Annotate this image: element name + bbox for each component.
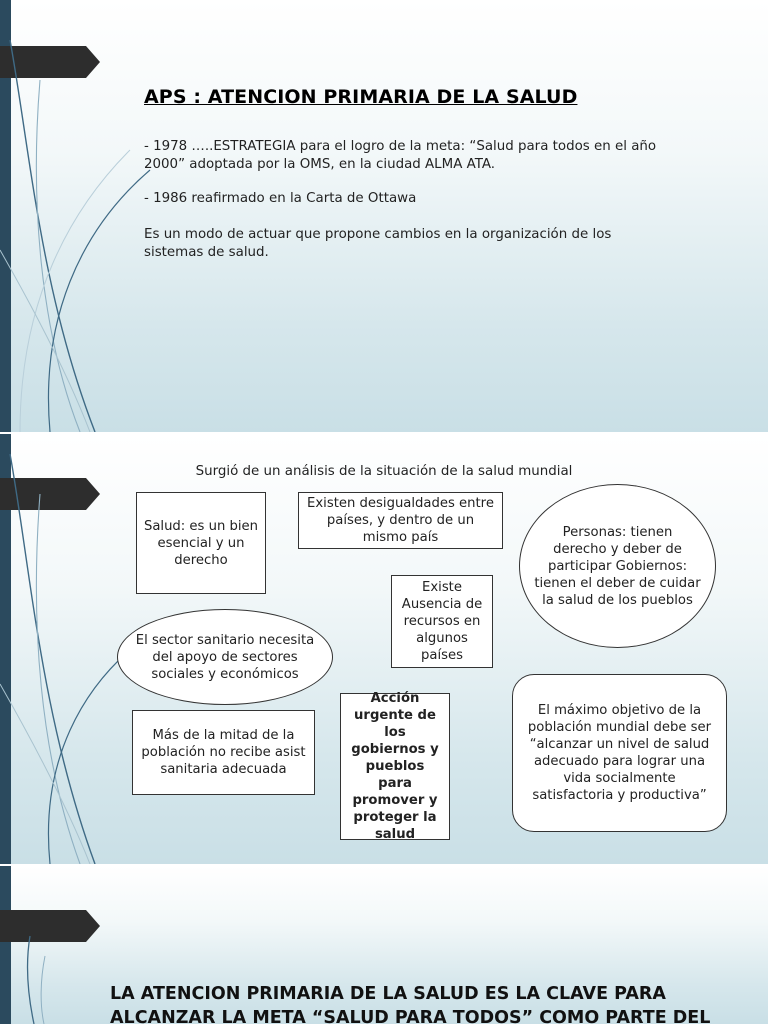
diagram-heading: Surgió de un análisis de la situación de la salud mundial (195, 464, 573, 479)
paragraph-1978: - 1978 …..ESTRATEGIA para el logro de la meta: “Salud para todos en el año 2000” adoptada por la OMS, en la ciudad ALMA ATA. (144, 139, 657, 172)
swirl-decoration-icon (0, 0, 160, 432)
slide-title: APS : ATENCION PRIMARIA DE LA SALUD (144, 86, 578, 108)
paragraph-modo: Es un modo de actuar que propone cambios en la organización de los sistemas de salud. (144, 227, 612, 260)
box-desigualdades: Existen desigualdades entre países, y dentro de un mismo país (298, 492, 503, 549)
box-mitad-poblacion: Más de la mitad de la población no recibe asist sanitaria adecuada (132, 710, 315, 795)
box-maximo-objetivo: El máximo objetivo de la población mundial debe ser “alcanzar un nivel de salud adecuado para lograr una vida socialmente satisfactoria y productiva” (512, 674, 727, 832)
slide-3-title: LA ATENCION PRIMARIA DE LA SALUD ES LA CLAVE PARA ALCANZAR LA META “SALUD PARA TODOS” COMO PARTE DEL (110, 984, 711, 1028)
box-ausencia-recursos: Existe Ausencia de recursos en algunos países (391, 575, 493, 668)
paragraph-1986: - 1986 reafirmado en la Carta de Ottawa (144, 191, 417, 206)
ellipse-sector-sanitario: El sector sanitario necesita del apoyo de sectores sociales y económicos (117, 609, 333, 705)
box-salud-derecho: Salud: es un bien esencial y un derecho (136, 492, 266, 594)
ellipse-personas-gobiernos: Personas: tienen derecho y deber de participar Gobiernos: tienen el deber de cuidar la salud de los pueblos (519, 484, 716, 648)
slide-1 (0, 0, 768, 432)
box-accion-urgente: Acción urgente de los gobiernos y pueblos para promover y proteger la salud (340, 693, 450, 840)
